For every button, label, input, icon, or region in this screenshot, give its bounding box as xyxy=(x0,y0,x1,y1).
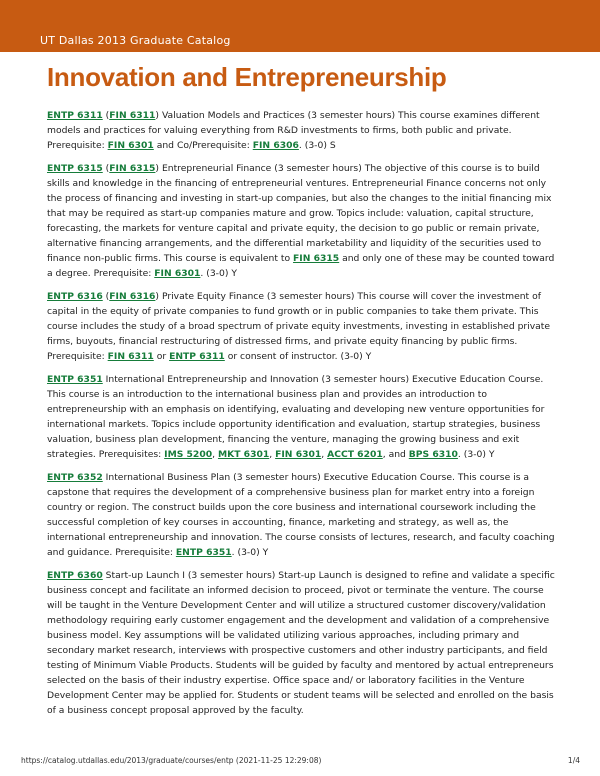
prerequisite-link[interactable]: IMS 5200 xyxy=(164,449,213,460)
course-entp-6311: ENTP 6311 (FIN 6311) Valuation Models and Practices (3 semester hours) This course examines different models and practices for valuing everything from R&D investments to firms, both public and private. Prerequisite: FIN 6301 and Co/Prerequisite: FIN 6306. (3-0) S xyxy=(47,110,540,151)
course-entp-6315: ENTP 6315 (FIN 6315) Entrepreneurial Finance (3 semester hours) The objective of this course is to build skills and knowledge in the financing of entrepreneurial ventures. Entrepreneurial Finance concerns not only the process of financing and investing in start-up companies, but also the changes to the initial financing mix that may be required as start-up companies mature and grow. Topics include: valuation, capital structure, forecasting, the markets for venture capital and private equity, the decision to go public or remain private, alternative financing arrangements, and the differential marketability and liquidity of the securities used to finance non-public firms. This course is equivalent to FIN 6315 and only one of these may be counted toward a degree. Prerequisite: FIN 6301. (3-0) Y xyxy=(47,163,555,279)
prerequisite-link[interactable]: ENTP 6311 xyxy=(169,351,225,362)
cross-listed-course-link[interactable]: FIN 6316 xyxy=(109,291,156,302)
prerequisite-link[interactable]: ENTP 6351 xyxy=(175,547,232,558)
course-text: or xyxy=(153,351,170,362)
prerequisite-link[interactable]: FIN 6301 xyxy=(275,449,322,460)
prerequisite-link[interactable]: FIN 6306 xyxy=(252,140,299,151)
course-list xyxy=(47,108,555,726)
course-schedule: or consent of instructor. (3-0) Y xyxy=(224,351,372,362)
separator: , xyxy=(321,449,328,460)
prerequisite-link[interactable]: FIN 6311 xyxy=(107,351,154,362)
page-footer xyxy=(0,756,600,770)
prerequisite-link[interactable]: BPS 6310 xyxy=(408,449,458,460)
course-code-link[interactable]: ENTP 6315 xyxy=(47,163,103,174)
course-schedule: . (3-0) S xyxy=(298,140,336,151)
page-title: Innovation and Entrepreneurship xyxy=(47,62,447,92)
course-description: Start-up Launch I (3 semester hours) Start-up Launch is designed to refine and validate a specific business concept and facilitate an informed decision to proceed, pivot or terminate the venture. The course will be taught in the Venture Development Center and will utilize a structured customer discovery/validation methodology requiring early customer engagement and the development and validation of a comprehensive business model. Key assumptions will be validated utilizing various approaches, including primary and secondary market research, interviews with prospective customers and other industry participants, and field testing of Minimum Viable Products. Students will be guided by faculty and mentored by actual entrepreneurs selected on the basis of their industry expertise. Office space and/ or laboratory facilities in the Venture Development Center may be applied for. Students or student teams will be selected and enrolled on the basis of a business concept proposal approved by the faculty. xyxy=(47,570,555,716)
prerequisite-link[interactable]: FIN 6301 xyxy=(154,268,201,279)
course-schedule: . (3-0) Y xyxy=(231,547,269,558)
course-code-link[interactable]: ENTP 6351 xyxy=(47,374,103,385)
course-description: Private Equity Finance (3 semester hours) This course will cover the investment of capital in the equity of private companies to fund growth or in public companies to take them private. This course includes the study of a broad spectrum of private equity investments, investing in established private firms, buyouts, financial restructuring of distressed firms, and private equity financing by public firms. Prerequisite: xyxy=(47,291,551,362)
course-schedule: . (3-0) Y xyxy=(457,449,495,460)
course-description: Valuation Models and Practices (3 semester hours) This course examines different models and practices for valuing everything from R&D investments to firms, both public and private. Prerequisite: xyxy=(47,110,540,151)
cross-listed-course-link[interactable]: FIN 6311 xyxy=(109,110,156,121)
course-text: and Co/Prerequisite: xyxy=(153,140,253,151)
course-description: International Entrepreneurship and Innovation (3 semester hours) Executive Education Course. This course is an introduction to the international business plan and provides an introduction to entrepreneurship with an emphasis on identifying, evaluating and developing new venture opportunities for international markets. Topics include opportunity identification and evaluation, startup strategies, business valuation, business plan development, financing the venture, managing the growing business and exit strategies. Prerequisites: xyxy=(47,374,545,460)
course-code-link[interactable]: ENTP 6352 xyxy=(47,472,103,483)
separator: , and xyxy=(382,449,409,460)
course-description: International Business Plan (3 semester hours) Executive Education Course. This course is a capstone that requires the development of a comprehensive business plan for market entry into a foreign country or region. The construct builds upon the core business and international coursework including the successful completion of key courses in accounting, finance, marketing and strategy, as well as, the international entrepreneurship and innovation. The course consists of lectures, research, and faculty coaching and guidance. Prerequisite: xyxy=(47,472,555,558)
course-entp-6360 xyxy=(47,568,555,718)
catalog-banner xyxy=(0,0,600,52)
page-number: 1/4 xyxy=(567,756,580,765)
separator: , xyxy=(212,449,218,460)
banner-title: UT Dallas 2013 Graduate Catalog xyxy=(40,34,231,47)
course-entp-6316: ENTP 6316 (FIN 6316) Private Equity Finance (3 semester hours) This course will cover the investment of capital in the equity of private companies to fund growth or in public companies to take them private. This course includes the study of a broad spectrum of private equity investments, investing in established private firms, buyouts, financial restructuring of distressed firms, and private equity financing by public firms. Prerequisite: FIN 6311 or ENTP 6311 or consent of instructor. (3-0) Y xyxy=(47,291,551,362)
separator: , xyxy=(269,449,276,460)
course-code-link[interactable]: ENTP 6311 xyxy=(47,110,103,121)
course-schedule: . (3-0) Y xyxy=(200,268,237,279)
cross-listed-course-link[interactable]: FIN 6315 xyxy=(109,163,156,174)
course-entp-6351 xyxy=(47,372,555,462)
equivalent-course-link[interactable]: FIN 6315 xyxy=(293,253,340,264)
prerequisite-link[interactable]: MKT 6301 xyxy=(217,449,270,460)
course-entp-6352 xyxy=(47,470,555,560)
course-code-link[interactable]: ENTP 6360 xyxy=(47,570,103,581)
course-description: Entrepreneurial Finance (3 semester hours) The objective of this course is to build skills and knowledge in the financing of entrepreneurial ventures. Entrepreneurial Finance concerns not only the process of financing and investing in start-up companies, but also the changes to the initial financing mix that may be required as start-up companies mature and grow. Topics include: valuation, capital structure, forecasting, the markets for venture capital and private equity, the decision to go public or remain private, alternative financing arrangements, and the differential marketability and liquidity of the securities used to finance non-public firms. This course is equivalent to xyxy=(47,163,552,264)
course-code-link[interactable]: ENTP 6316 xyxy=(47,291,103,302)
course-text: and only one of these may be counted toward a degree. Prerequisite: xyxy=(47,253,555,279)
footer-url: https://catalog.utdallas.edu/2013/graduate/courses/entp (2021-11-25 12:29:08) xyxy=(21,756,322,765)
prerequisite-link[interactable]: ACCT 6201 xyxy=(327,449,383,460)
prerequisite-link[interactable]: FIN 6301 xyxy=(107,140,154,151)
